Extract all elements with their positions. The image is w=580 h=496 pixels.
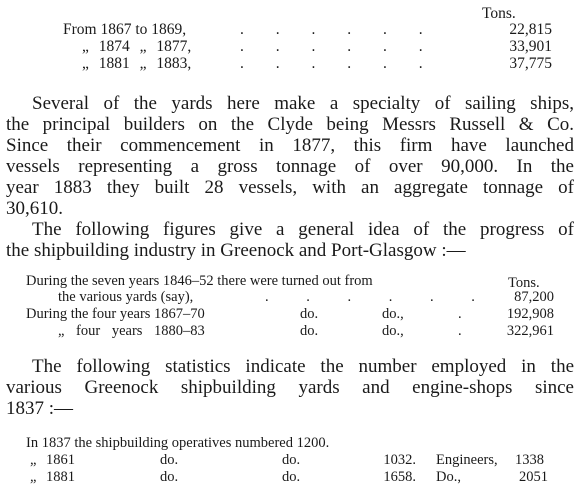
table-1-row-leader: . . . . . . <box>240 55 437 72</box>
table-3-row-do: do. <box>160 452 179 468</box>
table-2-row-leader: . <box>458 306 462 322</box>
table-3-row-year: „ 1861 <box>30 452 76 468</box>
table-1-row-value: 33,901 <box>509 38 552 55</box>
paragraph-line: The following statistics indicate the number employed in the <box>32 356 574 377</box>
table-3-row-engineers: 2051 <box>519 469 548 485</box>
table-1-row-leader: . . . . . . <box>240 21 437 38</box>
table-1-row-value: 37,775 <box>509 55 552 72</box>
paragraph-line: 30,610. <box>6 198 63 219</box>
table-2-row-label: During the four years 1867–70 <box>26 306 205 322</box>
paragraph-progress-figures <box>6 219 574 261</box>
paragraph-line: year 1883 they built 28 vessels, with an aggregate tonnage of <box>6 177 574 198</box>
table-2-row-leader: . . . . . . <box>265 289 492 305</box>
table-3-row-engineers-label: Do., <box>436 469 461 485</box>
table-3-row-shipbuilders: 1032. <box>383 452 416 468</box>
table-2-row-label: During the seven years 1846–52 there were turned out from <box>26 273 373 289</box>
paragraph-shipbuilding-yards <box>6 93 574 219</box>
paragraph-line: the principal builders on the Clyde being Messrs Russell & Co. <box>6 114 574 135</box>
table-2-row-value: 192,908 <box>506 306 554 322</box>
table-3-row-do: do. <box>160 469 179 485</box>
table-2-row-do: do. <box>300 323 319 339</box>
table-3-row-shipbuilders: 1658. <box>383 469 416 485</box>
table-3-row-engineers-label: Engineers, <box>436 452 498 468</box>
paragraph-line: the shipbuilding industry in Greenock and Port-Glasgow :— <box>6 240 466 261</box>
table-1-row-label: From 1867 to 1869, <box>63 21 187 38</box>
paragraph-line: Since their commencement in 1877, this firm have launched <box>6 135 574 156</box>
table-1-row-leader: . . . . . . <box>240 38 437 55</box>
table-3-row-do: do. <box>282 469 301 485</box>
table-1-row-label: „ 1881 „ 1883, <box>82 55 192 72</box>
paragraph-line: 1837 :— <box>6 398 74 419</box>
table-3-row-text: In 1837 the shipbuilding operatives numbered 1200. <box>26 435 330 451</box>
table-1-row-label: „ 1874 „ 1877, <box>82 38 192 55</box>
paragraph-line: vessels representing a gross tonnage of over 90,000. In the <box>6 156 574 177</box>
table-2-row-do: do. <box>300 306 319 322</box>
table-3-row-do: do. <box>282 452 301 468</box>
paragraph-line: various Greenock shipbuilding yards and engine-shops since <box>6 377 574 398</box>
table-2-row-label: „ four years 1880–83 <box>58 323 205 339</box>
table-1-unit-header: Tons. <box>482 5 516 22</box>
paragraph-employment-statistics <box>6 356 574 419</box>
table-2-unit-header: Tons. <box>508 275 540 291</box>
table-3-row-year: „ 1881 <box>30 469 76 485</box>
table-2-row-leader: . <box>458 323 462 339</box>
table-2-row-do: do., <box>382 306 404 322</box>
table-2-row-label: the various yards (say), <box>58 289 194 305</box>
paragraph-line: Several of the yards here make a specialty of sailing ships, <box>32 93 574 114</box>
table-1-row-value: 22,815 <box>509 21 552 38</box>
paragraph-line: The following figures give a general idea of the progress of <box>32 219 574 240</box>
table-3-row-engineers: 1338 <box>515 452 544 468</box>
table-2-row-do: do., <box>382 323 404 339</box>
table-2-row-value: 322,961 <box>506 323 554 339</box>
table-2-row-value: 87,200 <box>514 289 554 305</box>
